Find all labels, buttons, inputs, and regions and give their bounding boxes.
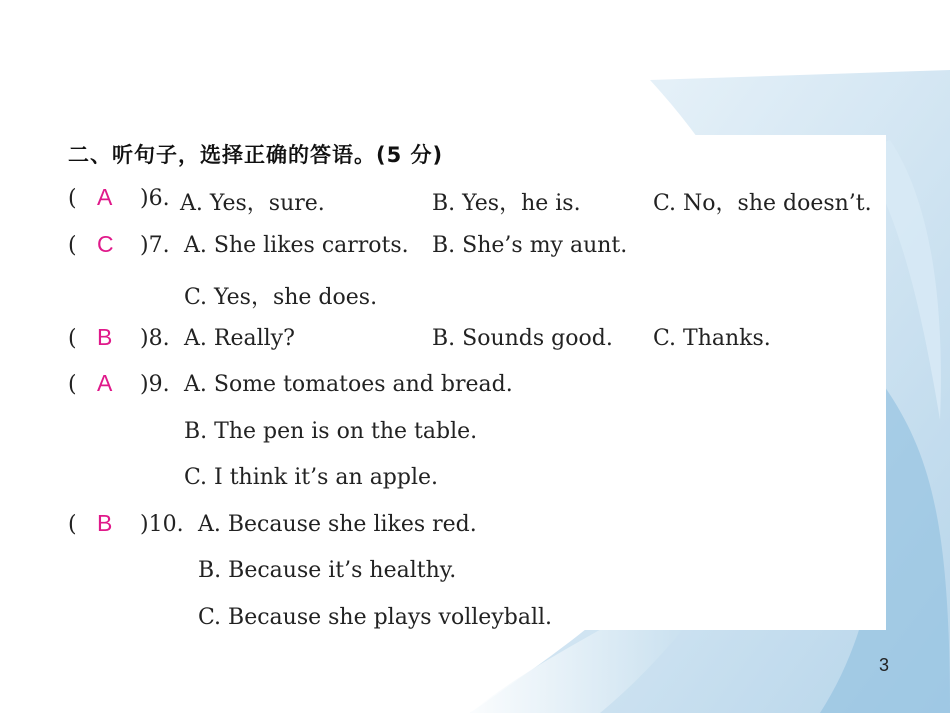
answer-mark: A [97, 370, 113, 396]
option-c: C. Because she plays volleyball. [198, 605, 553, 630]
answer-mark: C [97, 231, 114, 257]
answer-open-paren: ( [68, 233, 77, 258]
answer-open-paren: ( [68, 512, 77, 537]
question-number: )7. [140, 233, 170, 258]
question-number: )10. [140, 512, 184, 537]
answer-mark: B [97, 324, 113, 350]
answer-mark: B [97, 510, 113, 536]
option-b: B. Yes，he is. [432, 191, 581, 216]
option-b: B. The pen is on the table. [184, 419, 478, 444]
option-a: A. She likes carrots. [184, 233, 409, 258]
option-c: C. Yes，she does. [184, 285, 378, 310]
option-a: A. Yes，sure. [180, 191, 325, 216]
option-b: B. She’s my aunt. [432, 233, 628, 258]
question-number: )8. [140, 326, 170, 351]
option-a: A. Really? [184, 326, 295, 351]
option-a: A. Because she likes red. [198, 512, 477, 537]
option-b: B. Sounds good. [432, 326, 613, 351]
page-number: 3 [879, 655, 890, 675]
option-c: C. I think it’s an apple. [184, 465, 439, 490]
option-c: C. Thanks. [653, 326, 771, 351]
option-c: C. No，she doesn’t. [653, 191, 872, 216]
option-a: A. Some tomatoes and bread. [184, 372, 513, 397]
answer-open-paren: ( [68, 372, 77, 397]
section-heading: 二、听句子，选择正确的答语。(5 分) [68, 143, 444, 167]
answer-mark: A [97, 184, 113, 210]
question-number: )9. [140, 372, 170, 397]
option-b: B. Because it’s healthy. [198, 558, 457, 583]
answer-open-paren: ( [68, 186, 77, 211]
answer-open-paren: ( [68, 326, 77, 351]
question-number: )6. [140, 186, 170, 211]
